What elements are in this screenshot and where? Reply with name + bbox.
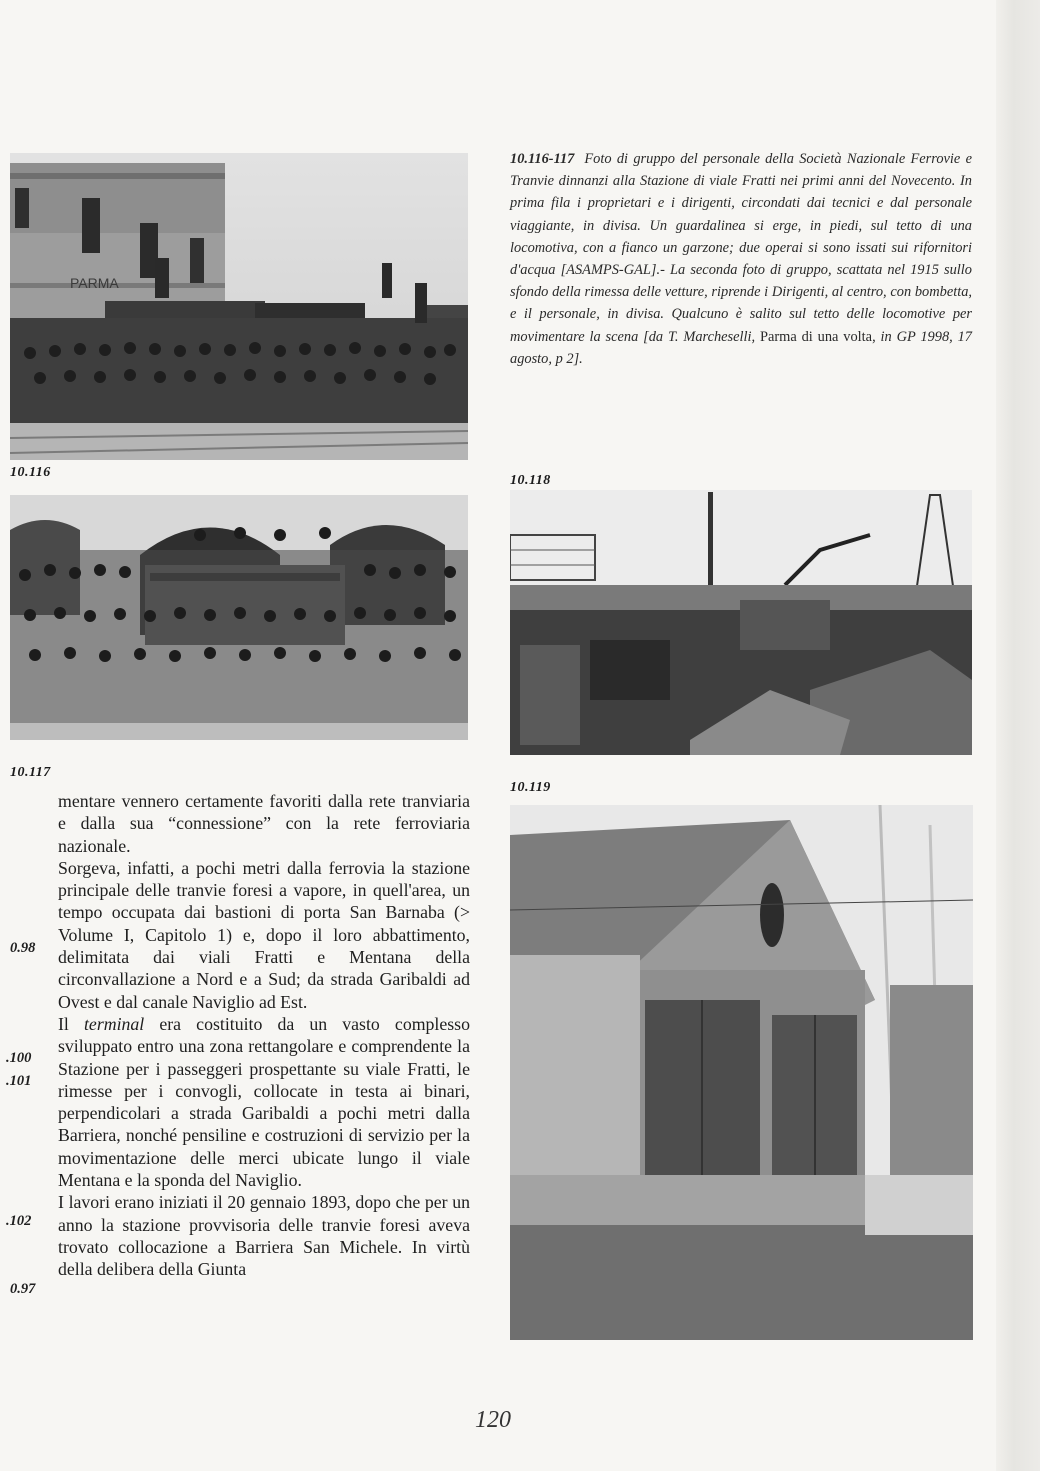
page-number: 120 <box>475 1407 511 1433</box>
paragraph-3-start: Il <box>58 1013 84 1034</box>
margin-ref-100: .100 <box>6 1050 32 1066</box>
paragraph-3-rest: era costituito da un vasto complesso sviluppato entro una zona rettangolare e comprendente la Stazione per i passeggeri prospettante su viale Fratti, le rimesse per i convogli, collocate in testa ai binari, perpendicolari a strada Garibaldi a pochi metri dalla Barriera, nonché pensiline e costruzioni di servizio per la movimentazione delle merci ubicate lungo il viale Mentana e la sponda del Naviglio. <box>58 1013 470 1191</box>
caption-text-end: in GP 1998, 17 agosto, p 2]. <box>510 328 972 367</box>
caption-text: Foto di gruppo del personale della Società Nazionale Ferrovie e Tranvie dinnanzi alla Stazione di viale Fratti nei primi anni del Novecento. In prima fila i proprietari e i dirigenti, circondati dai tecnici e dal personale viaggiante, in divisa. Un guardalinea si erge, in piedi, sul tetto di una locomotiva, con a fianco un garzone; due operai si sono issati sui rifornitori d'acqua [ASAMPS-GAL].- La seconda foto di gruppo, scattata nel 1915 sullo sfondo della rimessa delle vetture, riprende i Dirigenti, al centro, con bombetta, e il personale, in divisa. Qualcuno è salito sul tetto delle locomotive per movimentare la scena [da T. Marcheselli, <box>510 151 972 345</box>
margin-ref-0-97: 0.97 <box>10 1281 36 1297</box>
page-gutter-shadow <box>996 0 1040 1471</box>
photo-10-116-station-group <box>10 153 468 460</box>
figure-label-10-116: 10.116 <box>10 465 51 480</box>
paragraph-4: I lavori erano iniziati il 20 gennaio 1893, dopo che per un anno la stazione provvisoria delle tranvie foresi aveva trovato collocazione a Barriera San Michele. In virtù della delibera della Giunta <box>58 1192 470 1280</box>
caption-figure-ref: 10.116-117 <box>510 151 575 167</box>
body-text-column <box>58 790 470 1281</box>
photo-10-118-bombed-yard <box>510 490 972 755</box>
terminal-emphasis: terminal <box>83 1013 145 1034</box>
paragraph-2: Sorgeva, infatti, a pochi metri dalla ferrovia la stazione principale delle tranvie foresi a vapore, in quell'area, un tempo occupata dai bastioni di porta San Barnaba (> Volume I, Capitolo 1) e, dopo il loro abbattimento, delimitata dai viali Fratti e Mentana della circonvallazione a Nord e a Sud; da strada Garibaldi ad Ovest e dal canale Naviglio ad Est. <box>58 857 470 1012</box>
paragraph-1: mentare vennero certamente favoriti dalla rete tranviaria e dalla sua “connessione” con la rete ferroviaria nazionale. <box>58 791 470 856</box>
figure-caption-10-116-117 <box>510 148 972 370</box>
figure-label-10-118: 10.118 <box>510 473 551 488</box>
figure-label-10-119: 10.119 <box>510 780 551 795</box>
margin-ref-0-98: 0.98 <box>10 940 36 956</box>
margin-ref-102: .102 <box>6 1213 32 1229</box>
margin-ref-101: .101 <box>6 1073 32 1089</box>
photo-10-119-depot-building <box>510 805 973 1340</box>
photo-10-117-depot-group <box>10 495 468 740</box>
caption-book-title: Parma di una volta, <box>760 328 876 345</box>
paragraph-3 <box>58 1013 470 1191</box>
station-sign: PARMA <box>70 275 119 291</box>
figure-label-10-117: 10.117 <box>10 765 51 780</box>
